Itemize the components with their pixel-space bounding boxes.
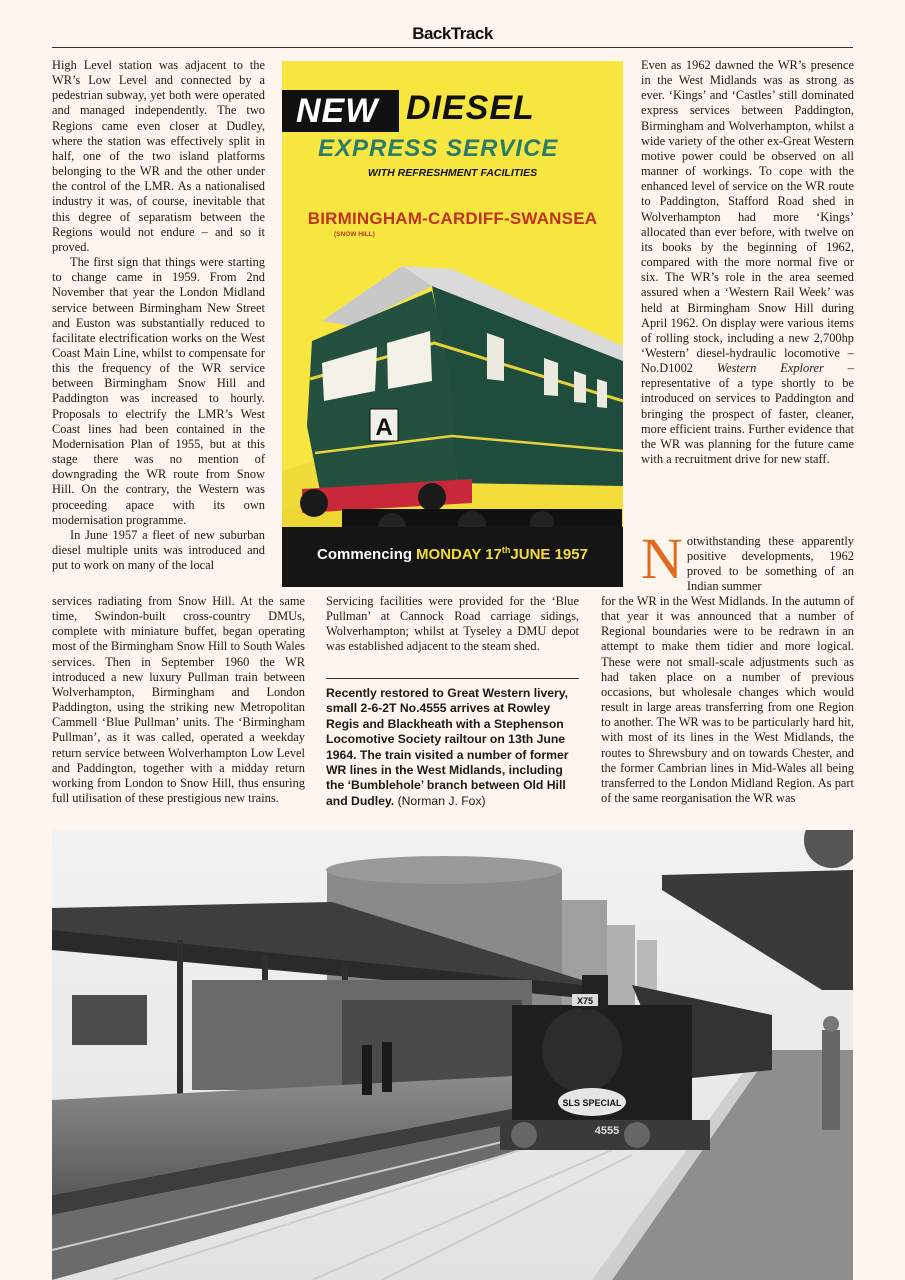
poster-headcode: A <box>375 414 393 441</box>
left-column-continued <box>52 594 305 806</box>
caption-text: Recently restored to Great Western livery, small 2-6-2T No.4555 arrives at Rowley Regis and Blackheath with a Stephenson Locomotive Society railtour on 13th June 1964. The train visited a number of former WR lines in the West Midlands, including the ‘Bumblehole’ branch between Old Hill and Dudley. <box>326 686 569 808</box>
poster-refreshment-line: WITH REFRESHMENT FACILITIES <box>367 167 538 179</box>
left-paragraph-1: High Level station was adjacent to the WR’s Low Level and connected by a pedestrian subway, yet both were operated and managed independently. The two Regions came even closer at Dudley, where the station was effectively split in half, one of the two island platforms belonging to the WR and the other under the control of the LMR. As a nationalised industry it was, of course, inevitable that this degree of separatism between the Regions would not endure – and so it proved. <box>52 58 265 254</box>
left-column <box>52 58 265 573</box>
middle-paragraph-1: Servicing facilities were provided for the ‘Blue Pullman’ at Cannock Road carriage sidings, Wolverhampton; whilst at Tyseley a DMU depot was established adjacent to the steam shed. <box>326 594 579 654</box>
poster-new-banner: NEW <box>282 90 399 132</box>
caption-divider <box>326 678 579 679</box>
drop-cap: N <box>641 526 683 591</box>
left-paragraph-3: In June 1957 a fleet of new suburban diesel multiple units was introduced and put to work on many of the local <box>52 527 265 573</box>
left-paragraph-3-continued: services radiating from Snow Hill. At the same time, Swindon-built cross-country DMUs, complete with miniature buffet, began operating most of the Birmingham Snow Hill to South Wales services. Then in September 1960 the WR introduced a new luxury Pullman train between Wolverhampton, Birmingham and London Paddington, using the striking new Metropolitan Cammell ‘Blue Pullman’ units. The ‘Birmingham Pullman’, as it was called, operated a weekday return service between Wolverhampton Low Level and Paddington, together with a midday return working from London to Snow Hill, thus ensuring full utilisation of these prestigious new trains. <box>52 594 305 806</box>
poster-express-heading: EXPRESS SERVICE <box>318 135 559 162</box>
right-column-continued <box>601 594 854 806</box>
poster-date: MONDAY 17thJUNE 1957 <box>416 545 588 563</box>
loco-number: 4555 <box>594 1125 620 1137</box>
right-paragraph-2: Notwithstanding these apparently positive developments, 1962 proved to be something of an Indian summer <box>641 526 854 594</box>
loco-name: Western Explorer <box>716 361 824 376</box>
magazine-brand: BackTrack <box>412 24 493 43</box>
poster-commencing: Commencing <box>317 546 413 563</box>
page-header <box>52 24 853 48</box>
reporting-number: X75 <box>576 996 594 1006</box>
poster-snow-hill: (SNOW HILL) <box>334 231 375 238</box>
left-paragraph-2: The first sign that things were starting to change came in 1959. From 2nd November that year the London Midland service between Birmingham New Street and Euston was substantially reduced to facilitate electrification works on the West Coast Main Line, whilst to compensate for this the frequency of the WR service between Birmingham Snow Hill and Paddington was increased to hourly. Proposals to electrify the LMR’s West Coast lines had been contained in the Modernisation Plan of 1955, but at this stage there was no mention of downgrading the WR route from Snow Hill. On the contrary, the Western was proceeding apace with its own modernisation programme. <box>52 255 265 527</box>
poster-commencing-band <box>282 527 623 587</box>
poster-route: BIRMINGHAM-CARDIFF-SWANSEA <box>307 209 598 228</box>
diesel-poster <box>282 61 623 587</box>
right-paragraph-1: Even as 1962 dawned the WR’s presence in the West Midlands was as strong as ever. ‘Kings’ and ‘Castles’ still dominated express services between Paddington, Birmingham and Wolverhampton, whilst a wide variety of the other ex-Great Western motive power could be observed on all manner of workings. To cope with the enhanced level of service on the WR route to Paddington, Stafford Road shed in Wolverhampton had more ‘Kings’ allocated than ever before, with twelve on its books by the beginning of 1962, compared with the more normal five or six. The WR’s role in the area seemed assured when a ‘Western Rail Week’ was held at Birmingham Snow Hill during April 1962. On display were various items of rolling stock, including a new 2,700hp ‘Western’ diesel-hydraulic locomotive – No.D1002 Western Explorer – representative of a type shortly to be introduced on services to Paddington and bringing the prospect of faster, cleaner, more efficient trains. Further evidence that the WR was planning for the future came with a recruitment drive for new staff. <box>641 58 855 467</box>
photo-caption <box>326 686 579 809</box>
loco-headboard: SLS SPECIAL <box>562 1098 622 1108</box>
caption-credit: (Norman J. Fox) <box>397 793 486 808</box>
station-photograph <box>52 830 853 1280</box>
middle-column <box>326 594 579 655</box>
right-paragraph-2-continued: for the WR in the West Midlands. In the autumn of that year it was announced that a number of Regional boundaries were to be redrawn in an attempt to make them tidier and more logical. These were not small-scale adjustments such as had taken place on a number of previous occasions, but wholesale changes which would result in large areas transferring from one Region to another. The WR was to be particularly hard hit, with most of its lines in the West Midlands, the routes to Shrewsbury and on towards Chester, and the former Cambrian lines in Mid-Wales all being transferred to the London Midland Region. As part of the same reorganisation the WR was <box>601 594 854 806</box>
dmu-train-illustration <box>282 251 623 527</box>
right-column <box>641 58 854 467</box>
poster-diesel-heading: DIESEL <box>406 89 535 127</box>
